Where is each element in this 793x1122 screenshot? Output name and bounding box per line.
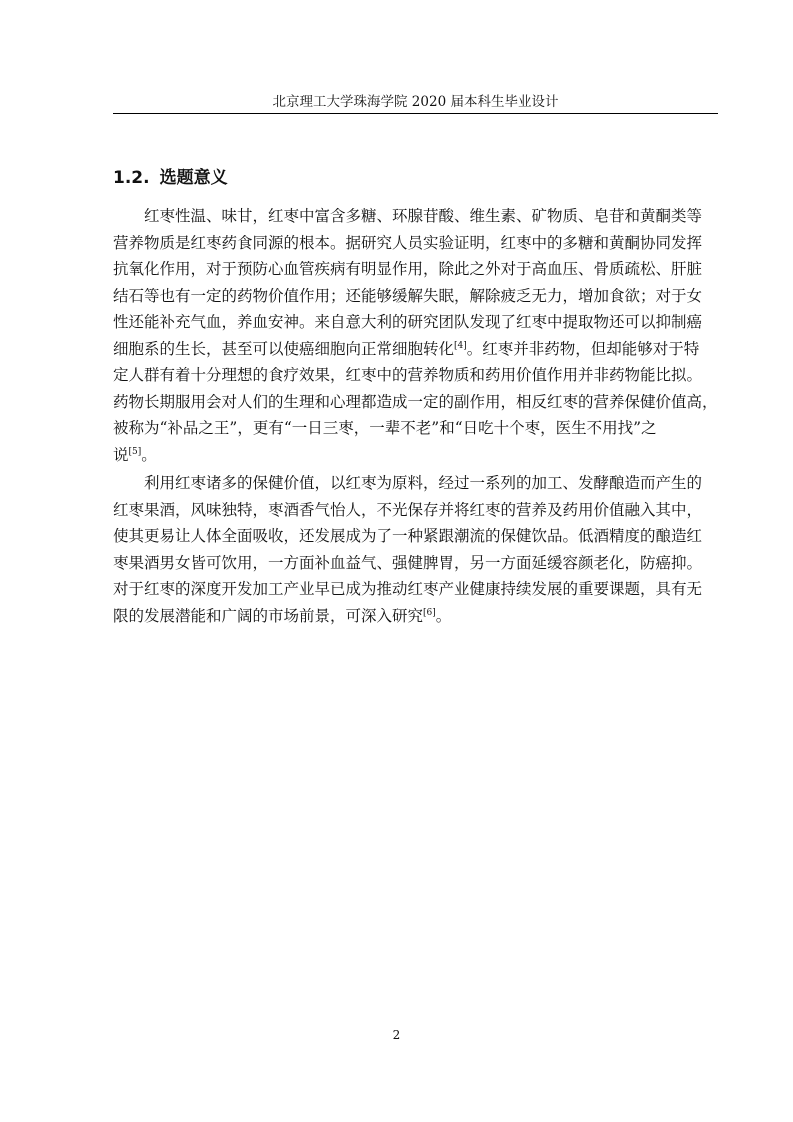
paragraph-line: 利用红枣诸多的保健价值，以红枣为原料，经过一系列的加工、发酵酿造而产生的 <box>144 474 703 492</box>
paragraph-line: 枣果酒男女皆可饮用，一方面补血益气、强健脾胃，另一方面延缓容颜老化，防癌抑。 <box>113 553 703 572</box>
paragraph-significance-2 <box>113 470 718 629</box>
running-header: 北京理工大学珠海学院 2020 届本科生毕业设计 <box>272 94 559 110</box>
paragraph-line: 被称为“补品之王”，更有“一日三枣，一辈不老”和“日吃十个枣，医生不用找”之 <box>113 419 657 437</box>
section-title: 选题意义 <box>159 168 228 188</box>
line-text: 细胞系的生长，甚至可以使癌细胞向正常细胞转化 <box>113 339 455 358</box>
line-text: 。 <box>141 445 157 464</box>
section-heading <box>113 166 228 190</box>
paragraph-line: 营养物质是红枣药食同源的根本。据研究人员实验证明，红枣中的多糖和黄酮协同发挥 <box>113 233 703 252</box>
paragraph-line: 结石等也有一定的药物价值作用；还能够缓解失眠，解除疲乏无力，增加食欲；对于女 <box>113 286 703 305</box>
section-number: 1.2. <box>113 168 150 188</box>
paragraph-line <box>113 336 718 363</box>
page-number: 2 <box>392 1028 401 1042</box>
citation-4: [4] <box>454 340 467 351</box>
paragraph-line: 对于红枣的深度开发加工产业早已成为推动红枣产业健康持续发展的重要课题，具有无 <box>113 580 703 598</box>
citation-6: [6] <box>423 607 436 618</box>
line-text: 。 <box>435 606 452 625</box>
paragraph-line: 红枣果酒，风味独特，枣酒香气怡人，不光保存并将红枣的营养及药用价值融入其中， <box>113 500 703 519</box>
paragraph-line: 抗氧化作用，对于预防心血管疾病有明显作用，除此之外对于高血压、骨质疏松、肝脏 <box>113 260 703 278</box>
paragraph-line: 使其更易让人体全面吸收，还发展成为了一种紧跟潮流的保健饮品。低酒精度的酿造红 <box>113 527 703 545</box>
line-text: 。红枣并非药物，但却能够对于特 <box>466 339 700 358</box>
line-text: 说 <box>113 445 129 464</box>
paragraph-line <box>113 442 718 469</box>
paragraph-line: 定人群有着十分理想的食疗效果，红枣中的营养物质和药用价值作用并非药物能比拟。 <box>113 366 703 384</box>
paragraph-line: 药物长期服用会对人们的生理和心理都造成一定的副作用，相反红枣的营养保健价值高， <box>113 392 718 411</box>
header-rule <box>113 113 718 114</box>
paragraph-line: 红枣性温、味甘，红枣中富含多糖、环腺苷酸、维生素、矿物质、皂苷和黄酮类等 <box>144 207 703 225</box>
paragraph-significance-1 <box>113 203 718 468</box>
paragraph-line <box>113 603 718 630</box>
citation-5: [5] <box>128 446 142 457</box>
paragraph-line: 性还能补充气血，养血安神。来自意大利的研究团队发现了红枣中提取物还可以抑制癌 <box>113 313 703 331</box>
line-text: 限的发展潜能和广阔的市场前景，可深入研究 <box>113 606 424 625</box>
